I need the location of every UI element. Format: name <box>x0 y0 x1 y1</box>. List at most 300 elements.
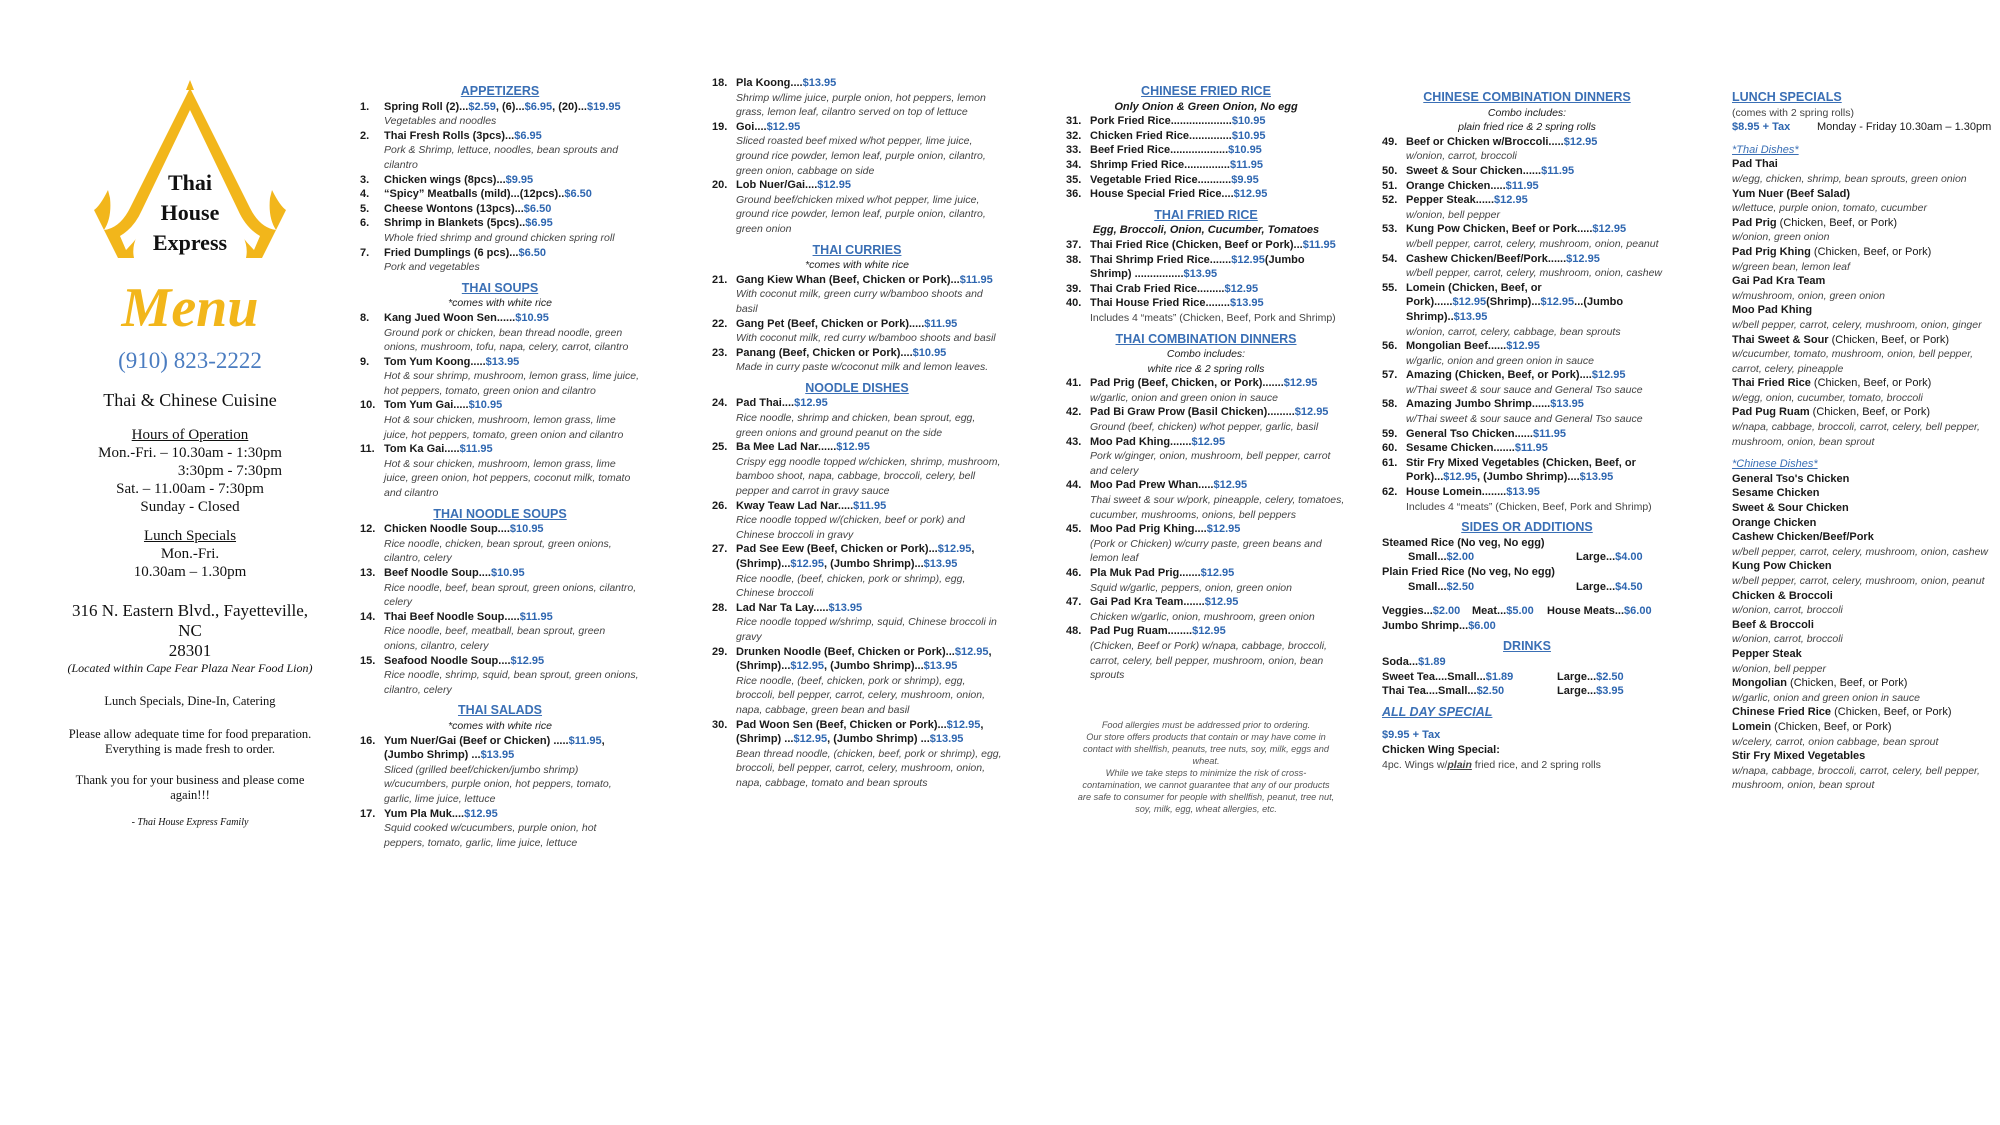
item-description: Rice noodle, shrimp, squid, bean sprout, green onions, cilantro, celery <box>384 669 639 696</box>
price-label: Large... <box>1557 670 1597 683</box>
item-body <box>384 807 640 851</box>
item-price: $12.95 <box>1191 435 1226 448</box>
item-description: (Chicken, Beef or Pork) w/napa, cabbage, broccoli, carrot, celery, bell pepper, mushroom, onion, bean sprouts <box>1090 639 1327 682</box>
item-name: Lob Nuer/Gai.... <box>736 179 818 192</box>
lunch-item-description: w/green bean, lemon leaf <box>1732 260 1850 273</box>
item-number: 62. <box>1382 486 1398 499</box>
item-option: , (Jumbo Shrimp)... <box>824 660 924 673</box>
item-option: ...(Jumbo Shrimp).. <box>1406 296 1624 323</box>
item-body <box>384 355 640 399</box>
item-description: Ground beef/chicken mixed w/hot pepper, lime juice, ground rice powder, lemon leaf, purple onion, cilantro, green onion <box>736 193 986 235</box>
price-value: $2.00 <box>1446 551 1475 564</box>
item-name: Kway Teaw Lad Nar..... <box>736 499 854 512</box>
lunch-item-description: w/cucumber, tomato, mushroom, onion, bell pepper, carrot, celery, pineapple <box>1732 348 1974 375</box>
item-price: $11.95 <box>853 499 887 512</box>
menu-item <box>1382 281 1672 339</box>
item-description: Pork and vegetables <box>384 261 480 274</box>
item-name: Amazing (Chicken, Beef, or Pork).... <box>1406 369 1592 382</box>
logo-line: Thai <box>167 170 213 195</box>
item-price: $10.95 <box>912 346 947 359</box>
menu-item <box>1066 478 1346 522</box>
price-value: $6.00 <box>1468 619 1496 632</box>
item-price: $6.95 <box>514 129 542 142</box>
lunch-item-option: (Chicken, Beef, or Pork) <box>1810 377 1932 390</box>
services: Lunch Specials, Dine-In, Catering <box>104 694 276 708</box>
lunch-item <box>1732 472 1997 487</box>
price-value: $1.89 <box>1418 655 1446 668</box>
lunch-item-description: w/celery, carrot, onion cabbage, bean sprout <box>1732 735 1939 748</box>
item-body <box>1406 222 1672 251</box>
item-price: $13.95 <box>1453 310 1488 323</box>
item-name: Shrimp Fried Rice............... <box>1090 158 1230 171</box>
item-line <box>384 100 640 115</box>
item-name: Pad Woon Sen (Beef, Chicken or Pork)... <box>736 718 947 731</box>
menu-item <box>360 522 640 566</box>
menu-item <box>1066 238 1346 253</box>
item-number: 60. <box>1382 442 1398 455</box>
item-body <box>1090 376 1346 405</box>
lunch-item-description: w/bell pepper, carrot, celery, mushroom, onion, cashew <box>1732 545 1989 558</box>
item-name: “Spicy” Meatballs (mild)...(12pcs).. <box>384 188 565 201</box>
item-option: , (Shrimp) ... <box>736 718 984 746</box>
allergy-line: Food allergies must be addressed prior to ordering. <box>1101 719 1311 730</box>
menu-item <box>360 442 640 500</box>
special-name: Chicken Wing Special: <box>1382 743 1500 756</box>
price-cell <box>1382 684 1557 699</box>
item-number: 35. <box>1066 173 1082 186</box>
section-title: SIDES OR ADDITIONS <box>1461 520 1593 535</box>
item-line <box>1090 405 1346 420</box>
item-price: $12.95 <box>1192 625 1226 638</box>
menu-item <box>360 807 640 851</box>
item-name: Thai Fried Rice (Chicken, Beef or Pork)... <box>1090 238 1303 251</box>
price-label: Meat... <box>1472 605 1507 618</box>
item-name: Thai House Fried Rice........ <box>1090 297 1230 310</box>
menu-item <box>360 566 640 610</box>
item-line <box>1406 281 1672 325</box>
item-body <box>384 246 640 275</box>
item-body <box>1090 522 1346 566</box>
item-price: $12.95 <box>793 733 828 746</box>
menu-item <box>1066 566 1346 595</box>
lunch-item-name: Gai Pad Kra Team <box>1732 275 1826 288</box>
item-number: 58. <box>1382 398 1398 411</box>
special-text: 4pc. Wings w/ <box>1382 758 1448 771</box>
menu-item <box>1382 441 1672 456</box>
menu-item <box>360 654 640 698</box>
item-name: Pad Pug Ruam........ <box>1090 625 1193 638</box>
menu-item <box>1066 282 1346 297</box>
price-label: Large... <box>1557 685 1597 698</box>
section-note: Only Onion & Green Onion, No egg <box>1114 100 1298 113</box>
item-line <box>1090 566 1346 581</box>
price-label: House Meats... <box>1547 605 1625 618</box>
steamed-prices <box>1382 550 1672 565</box>
item-price: $6.50 <box>564 188 592 201</box>
phone-number[interactable]: (910) 823-2222 <box>118 348 262 373</box>
lunch-item <box>1732 216 1997 231</box>
price-label: Small... <box>1408 551 1447 564</box>
item-description: Shrimp w/lime juice, purple onion, hot peppers, lemon grass, lemon leaf, cilantro served on top of lettuce <box>736 91 986 119</box>
lunch-item-name: Pad Prig Khing <box>1732 245 1811 258</box>
item-line <box>1090 435 1346 450</box>
menu-item <box>712 440 1002 498</box>
item-number: 31. <box>1066 115 1082 128</box>
item-name: Amazing Jumbo Shrimp...... <box>1406 398 1551 411</box>
item-line <box>1090 282 1346 297</box>
item-line <box>384 566 640 581</box>
item-number: 48. <box>1066 625 1082 638</box>
lunch-item-description: w/mushroom, onion, green onion <box>1732 289 1885 302</box>
item-price: $10.95 <box>515 311 549 324</box>
signature: - Thai House Express Family <box>131 817 249 828</box>
item-body <box>384 610 640 654</box>
item-name: Thai Beef Noodle Soup..... <box>384 610 520 623</box>
lunch-item-name: Lomein <box>1732 720 1772 733</box>
item-body <box>384 202 640 217</box>
item-name: Pork Fried Rice.................... <box>1090 115 1232 128</box>
item-name: Sweet & Sour Chicken...... <box>1406 164 1542 177</box>
item-description: w/bell pepper, carrot, celery, mushroom, onion, peanut <box>1406 237 1659 250</box>
item-price: $13.95 <box>485 355 520 368</box>
menu-item <box>360 216 640 245</box>
lunch-item-name: Pad Prig <box>1732 216 1777 229</box>
lunch-item-option: (Chicken, Beef, or Pork) <box>1828 333 1950 346</box>
item-body <box>1406 193 1672 222</box>
section-note: Egg, Broccoli, Onion, Cucumber, Tomatoes <box>1092 224 1320 237</box>
item-line <box>384 522 640 537</box>
item-body <box>1406 135 1672 164</box>
menu-item <box>1066 114 1346 129</box>
item-price: $10.95 <box>1228 144 1262 157</box>
item-line <box>736 178 1002 193</box>
item-line <box>1406 427 1672 442</box>
cover-panel <box>60 80 320 828</box>
thai-tea-price <box>1382 684 1672 699</box>
menu-item <box>712 718 1002 791</box>
item-name: Kung Pow Chicken, Beef or Pork..... <box>1406 223 1593 236</box>
spacer <box>1382 594 1672 604</box>
menu-item <box>1066 405 1346 434</box>
menu-item <box>360 355 640 399</box>
menu-item <box>360 202 640 217</box>
lunch-item <box>1732 303 1997 318</box>
price-cell <box>1382 670 1557 685</box>
item-body <box>384 442 640 500</box>
lunch-item <box>1732 245 1997 260</box>
item-number: 38. <box>1066 253 1082 266</box>
hours-line: Sunday - Closed <box>140 499 240 515</box>
item-number: 9. <box>360 355 370 368</box>
item-option: , (Shrimp)... <box>736 645 992 673</box>
item-name: House Special Fried Rice.... <box>1090 188 1234 201</box>
section-title: ALL DAY SPECIAL <box>1382 704 1493 719</box>
subsection-title: *Thai Dishes* <box>1732 143 1799 156</box>
item-description: Whole fried shrimp and ground chicken spring roll <box>384 231 615 244</box>
item-body <box>384 173 640 188</box>
item-line <box>1406 397 1672 412</box>
item-description: Chicken w/garlic, onion, mushroom, green onion <box>1090 610 1315 623</box>
lunch-item-name: General Tso's Chicken <box>1732 472 1850 485</box>
logo-line: House <box>160 200 220 225</box>
menu-title: Menu <box>121 277 259 339</box>
item-description: Squid w/garlic, peppers, onion, green onion <box>1090 581 1292 594</box>
item-body <box>1090 296 1346 325</box>
item-number: 16. <box>360 734 376 747</box>
item-number: 55. <box>1382 281 1398 294</box>
menu-item <box>1066 595 1346 624</box>
item-description: Rice noodle, shrimp and chicken, bean sprout, egg, green onions and ground peanut on the side <box>736 412 976 439</box>
lunch-item-name: Cashew Chicken/Beef/Pork <box>1732 531 1874 544</box>
item-price: $12.95 <box>464 807 498 820</box>
spacer <box>1382 720 1672 728</box>
item-name: Yum Nuer/Gai (Beef or Chicken) ..... <box>384 734 569 747</box>
menu-item <box>1066 173 1346 188</box>
lunch-item-option: (Chicken, Beef, or Pork) <box>1776 216 1898 229</box>
menu-item <box>1382 193 1672 222</box>
hours-line: 3:30pm - 7:30pm <box>177 463 283 479</box>
item-body <box>1090 405 1346 434</box>
item-name: Panang (Beef, Chicken or Pork).... <box>736 346 913 359</box>
lunch-item-option: (Chicken, Beef, or Pork) <box>1809 406 1931 419</box>
subsection-title: *Chinese Dishes* <box>1732 458 1818 471</box>
item-body <box>736 317 1002 346</box>
item-line <box>736 76 1002 91</box>
address <box>60 601 320 661</box>
item-number: 10. <box>360 399 376 412</box>
item-number: 49. <box>1382 135 1398 148</box>
item-body <box>736 273 1002 317</box>
item-number: 18. <box>712 77 728 89</box>
menu-item <box>360 610 640 654</box>
item-name: Cheese Wontons (13pcs)... <box>384 202 524 215</box>
item-price: $11.95 <box>1514 442 1548 455</box>
item-number: 2. <box>360 129 370 142</box>
price-value: $2.50 <box>1476 685 1505 698</box>
item-description: Vegetables and noodles <box>384 115 497 128</box>
item-price: $13.95 <box>1506 486 1540 499</box>
item-option: , (Jumbo Shrimp) ... <box>827 733 930 746</box>
lunch-item <box>1732 516 1997 531</box>
lunch-item-option: (Chicken, Beef, or Pork) <box>1787 677 1908 690</box>
item-line <box>736 601 1002 616</box>
item-price: $12.95 <box>1494 194 1528 207</box>
lunch-item-name: Orange Chicken <box>1732 516 1817 529</box>
allergy-line: are safe to consumer for people with shellfish, peanut, tree nut, <box>1077 791 1335 802</box>
section-note: Combo includes: <box>1166 348 1246 361</box>
lunch-item-name: Mongolian <box>1732 677 1787 690</box>
item-line <box>736 273 1002 288</box>
section-title: APPETIZERS <box>460 84 540 98</box>
hours-line: Sat. – 11.00am - 7:30pm <box>116 481 264 497</box>
item-description: Made in curry paste w/coconut milk and lemon leaves. <box>736 361 989 374</box>
lunch-item-description: w/lettuce, purple onion, tomato, cucumber <box>1732 202 1927 215</box>
price-label: Large... <box>1576 551 1616 564</box>
price-value: $3.95 <box>1596 685 1624 698</box>
price-cell <box>1408 580 1576 595</box>
lunch-item <box>1732 720 1997 735</box>
lunch-price-row <box>1732 120 1997 135</box>
item-name: Spring Roll (2)... <box>384 100 469 113</box>
item-price: $12.95 <box>1233 188 1268 201</box>
item-description: w/Thai sweet & sour sauce and General Tso sauce <box>1406 383 1643 396</box>
item-name: Fried Dumplings (6 pcs)... <box>384 246 519 259</box>
item-body <box>1090 435 1346 479</box>
item-name: Gai Pad Kra Team....... <box>1090 596 1205 609</box>
lunch-item <box>1732 589 1997 604</box>
menu-item <box>712 120 1002 178</box>
item-name: Moo Pad Khing....... <box>1090 435 1192 448</box>
item-body <box>1090 187 1346 202</box>
price-value: $2.50 <box>1446 580 1475 593</box>
item-name: Shrimp in Blankets (5pcs).. <box>384 217 526 230</box>
item-number: 17. <box>360 807 376 820</box>
item-body <box>384 311 640 355</box>
allergy-line: While we take steps to minimize the risk of cross- <box>1105 767 1307 778</box>
price-label: Large... <box>1576 580 1616 593</box>
item-name: Seafood Noodle Soup.... <box>384 654 511 667</box>
item-price: $12.95 <box>1540 296 1575 309</box>
item-name: Pla Muk Pad Prig....... <box>1090 567 1201 579</box>
item-number: 13. <box>360 567 376 579</box>
item-price: $12.95 <box>1204 596 1239 609</box>
item-body <box>1406 252 1672 281</box>
item-description: Rice noodle, beef, bean sprout, green onions, cilantro, celery <box>384 581 637 609</box>
lunch-item <box>1732 749 1997 764</box>
item-description: With coconut milk, green curry w/bamboo shoots and basil <box>736 288 983 315</box>
menu-item <box>712 346 1002 375</box>
item-number: 33. <box>1066 144 1082 157</box>
menu-column-2 <box>712 76 1002 791</box>
allergy-line: contact with shellfish, peanuts, tree nuts, soy, milk, eggs and <box>1083 743 1329 754</box>
item-price: $11.95 <box>568 734 602 747</box>
lunch-item-description: w/napa, cabbage, broccoli, carrot, celery, bell pepper, mushroom, onion, bean sprout <box>1732 421 1980 448</box>
item-name: Lad Nar Ta Lay..... <box>736 601 829 614</box>
item-number: 26. <box>712 499 728 512</box>
item-line <box>384 807 640 822</box>
item-name: Gang Pet (Beef, Chicken or Pork)..... <box>736 317 925 330</box>
item-price: $11.95 <box>1505 179 1539 192</box>
jumbo-price <box>1382 619 1672 634</box>
lunch-item-name: Thai Fried Rice <box>1732 377 1811 390</box>
item-line <box>1406 456 1672 485</box>
item-line <box>736 542 1002 571</box>
item-line <box>384 355 640 370</box>
lunch-item <box>1732 530 1997 545</box>
item-name: Thai Crab Fried Rice......... <box>1090 282 1225 295</box>
item-line <box>1090 595 1346 610</box>
item-name: Beef Noodle Soup.... <box>384 567 491 579</box>
item-number: 22. <box>712 317 728 330</box>
item-price: $9.95 <box>1231 173 1259 186</box>
menu-item <box>1382 368 1672 397</box>
item-body <box>1090 238 1346 253</box>
menu-item <box>1066 187 1346 202</box>
section-title: THAI FRIED RICE <box>1154 207 1258 222</box>
item-number: 61. <box>1382 456 1398 469</box>
item-body <box>384 734 640 807</box>
item-body <box>736 718 1002 791</box>
item-option: , (Shrimp)... <box>736 543 975 570</box>
menu-item <box>360 246 640 275</box>
item-body <box>1090 143 1346 158</box>
item-body <box>736 178 1002 236</box>
item-body <box>384 100 640 129</box>
price-value: $2.50 <box>1596 670 1624 683</box>
special-description <box>1382 758 1672 773</box>
menu-item <box>1066 158 1346 173</box>
price-value: $4.50 <box>1615 580 1643 593</box>
lunch-item <box>1732 618 1997 633</box>
menu-item <box>1382 252 1672 281</box>
section-note: plain fried rice & 2 spring rolls <box>1458 121 1596 134</box>
lunch-item-description: w/bell pepper, carrot, celery, mushroom, onion, peanut <box>1732 575 1985 587</box>
section-title: LUNCH SPECIALS <box>1732 90 1842 104</box>
item-body <box>1090 129 1346 144</box>
item-line <box>384 311 640 326</box>
item-description: Pork & Shrimp, lettuce, noodles, bean sprouts and cilantro <box>384 144 619 171</box>
item-description: Rice noodle, chicken, bean sprout, green onions, cilantro, celery <box>384 537 612 565</box>
item-number: 25. <box>712 441 728 454</box>
item-name: Tom Ka Gai..... <box>384 443 460 456</box>
item-name: Chicken Fried Rice.............. <box>1090 129 1232 142</box>
prep-note <box>60 727 320 757</box>
item-number: 39. <box>1066 282 1082 295</box>
lunch-item-option: (Chicken, Beef, or Pork) <box>1810 245 1932 258</box>
item-number: 57. <box>1382 369 1398 382</box>
menu-item <box>1382 456 1672 485</box>
item-number: 43. <box>1066 435 1082 448</box>
section-note: *comes with white rice <box>448 719 552 732</box>
item-name: Thai Shrimp Fried Rice....... <box>1090 253 1232 266</box>
logo-text <box>90 168 290 258</box>
price-value: $2.00 <box>1432 605 1461 618</box>
item-price: $12.95 <box>937 543 972 556</box>
item-line <box>1090 114 1346 129</box>
price-label: Thai Tea....Small... <box>1382 685 1477 698</box>
item-body <box>1406 179 1672 194</box>
lunch-item <box>1732 705 1997 720</box>
item-name: House Lomein........ <box>1406 486 1507 499</box>
special-text: fried rice, and 2 spring rolls <box>1471 758 1601 771</box>
menu-column-1 <box>360 78 640 850</box>
price-label: Soda... <box>1382 655 1419 668</box>
item-price: $12.95 <box>1452 296 1487 309</box>
item-number: 40. <box>1066 297 1082 310</box>
allergy-line: wheat. <box>1192 755 1220 766</box>
item-number: 8. <box>360 311 370 324</box>
item-name: Pad See Eew (Beef, Chicken or Pork)... <box>736 543 938 556</box>
item-number: 7. <box>360 246 370 259</box>
price-value: $1.89 <box>1485 670 1514 683</box>
price-cell <box>1547 604 1657 619</box>
item-price: $10.95 <box>490 567 525 579</box>
item-body <box>1090 173 1346 188</box>
lunch-item <box>1732 676 1997 691</box>
item-line <box>384 442 640 457</box>
item-price: $6.50 <box>518 246 546 259</box>
item-number: 21. <box>712 273 728 286</box>
side-heading: Steamed Rice (No veg, No egg) <box>1382 536 1545 549</box>
section-title: NOODLE DISHES <box>805 380 909 395</box>
item-price: $13.95 <box>1579 471 1614 484</box>
item-number: 54. <box>1382 252 1398 265</box>
item-body <box>1090 595 1346 624</box>
item-body <box>1406 368 1672 397</box>
item-line <box>736 718 1002 747</box>
item-line <box>736 317 1002 332</box>
lunch-item-name: Yum Nuer (Beef Salad) <box>1732 187 1850 200</box>
